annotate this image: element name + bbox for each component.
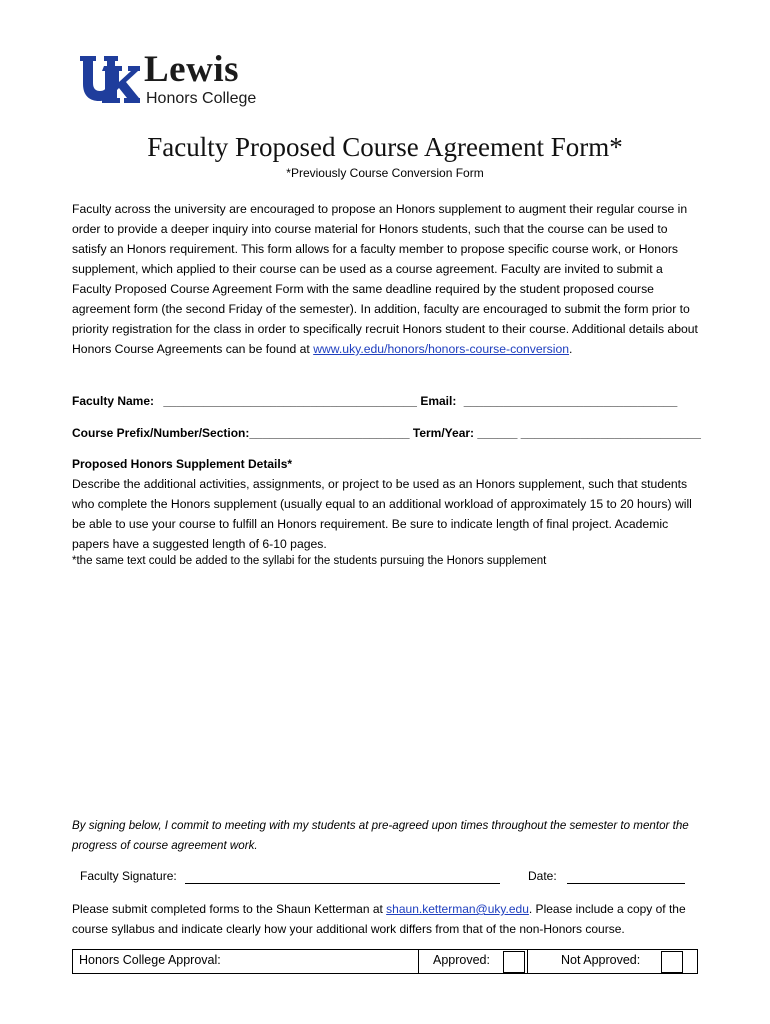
commitment-statement: By signing below, I commit to meeting with my students at pre-agreed upon times throughout the semester to mentor the progress of course agreement work. (72, 819, 689, 852)
submit-text-after: . Please include a copy of the course syllabus and indicate clearly how your additional work differs from that of the non-Honors course. (72, 902, 686, 936)
faculty-name-label: Faculty Name: (72, 394, 155, 408)
faculty-signature-label: Faculty Signature: (80, 869, 177, 883)
term-label: Term/Year: (412, 426, 475, 440)
term-field[interactable]: ______ ___________________________ (477, 426, 701, 440)
supplement-note: *the same text could be added to the syllabi for the students pursuing the Honors supplement (72, 555, 547, 567)
faculty-name-field[interactable]: ______________________________________ (163, 394, 417, 408)
page-title: Faculty Proposed Course Agreement Form* (147, 132, 623, 162)
page-subtitle: *Previously Course Conversion Form (286, 166, 484, 180)
course-label: Course Prefix/Number/Section: (72, 426, 250, 440)
email-field[interactable]: ________________________________ (463, 394, 678, 408)
approval-divider (527, 950, 528, 973)
date-label: Date: (528, 869, 557, 883)
course-term-row (72, 426, 701, 440)
approval-label: Honors College Approval: (79, 953, 221, 967)
not-approved-checkbox[interactable] (661, 951, 683, 973)
submit-text-before: Please submit completed forms to the Shaun Ketterman at (72, 902, 387, 916)
intro-paragraph (72, 199, 702, 359)
intro-end: . (569, 342, 573, 356)
contact-email-link[interactable]: shaun.ketterman@uky.edu (386, 902, 529, 916)
uk-monogram-icon (78, 54, 140, 106)
date-field[interactable] (567, 883, 685, 884)
approval-divider (418, 950, 419, 973)
faculty-name-row (72, 394, 677, 408)
faculty-signature-field[interactable] (185, 883, 500, 884)
supplement-details-heading: Proposed Honors Supplement Details* (72, 457, 293, 471)
logo-subtitle: Honors College (146, 90, 257, 107)
approved-label: Approved: (433, 953, 490, 967)
email-label: Email: (420, 394, 457, 408)
course-field[interactable]: ________________________ (249, 426, 410, 440)
honors-course-conversion-link[interactable]: www.uky.edu/honors/honors-course-conversion (313, 342, 570, 356)
supplement-details-text: Describe the additional activities, assignments, or project to be used as an Honors supplement, such that students who complete the Honors supplement (usually equal to an additional workload of approximately 15 to 20 hours) will be able to use your course to fulfill an Honors requirement. Be sure to indicate length of final project. Academic papers have a suggested length of 6-10 pages. (72, 477, 692, 551)
submission-instructions (72, 899, 702, 939)
honors-approval-table (72, 949, 698, 974)
logo-wordmark: Lewis (144, 49, 239, 90)
not-approved-label: Not Approved: (561, 953, 641, 967)
intro-text: Faculty across the university are encouraged to propose an Honors supplement to augment their regular course in order to provide a deeper inquiry into course material for Honors students, such that the course can be used to satisfy an Honors requirement. This form allows for a faculty member to propose specific course work, or Honors supplement, which applied to their course can be used as a course agreement. Faculty are invited to submit a Faculty Proposed Course Agreement Form with the same deadline required by the student proposed course agreement form (the second Friday of the semester). In addition, faculty are encouraged to submit the form prior to priority registration for the class in order to specifically recruit Honors student to their course. Additional details about Honors Course Agreements can be found at (72, 202, 698, 356)
approved-checkbox[interactable] (503, 951, 525, 973)
